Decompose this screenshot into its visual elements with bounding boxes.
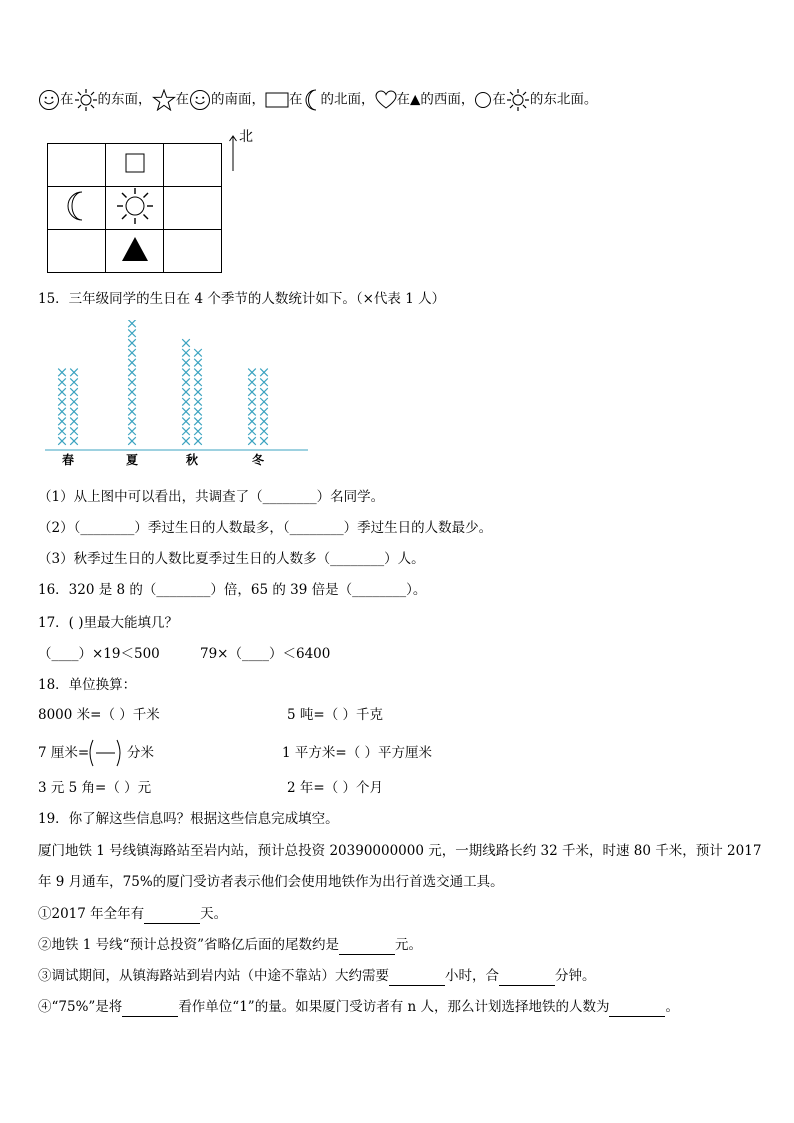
chart-mark-秋 (194, 359, 202, 367)
chart-mark-春 (58, 437, 66, 445)
chart-mark-秋 (182, 359, 190, 367)
chart-mark-冬 (260, 427, 268, 435)
sun-icon (506, 88, 530, 112)
chart-mark-夏 (128, 349, 136, 357)
chart-mark-秋 (182, 369, 190, 377)
chart-mark-秋 (194, 388, 202, 396)
chart-category-label: 夏 (126, 453, 139, 467)
pictograph-chart (40, 320, 310, 460)
chart-mark-秋 (182, 427, 190, 435)
q18-row2-b: 1 平方米=（ ）平方厘米 (282, 745, 432, 761)
sun-icon (74, 88, 98, 112)
chart-mark-夏 (128, 408, 136, 416)
q18-row3-b: 2 年=（ ）个月 (287, 780, 383, 796)
rectangle-icon (265, 92, 289, 108)
chart-mark-春 (58, 418, 66, 426)
chart-mark-春 (58, 388, 66, 396)
chart-mark-秋 (194, 349, 202, 357)
answer-blank[interactable] (122, 998, 178, 1017)
q19-sub-1: ①2017 年全年有 天。 (38, 906, 228, 922)
chart-mark-秋 (194, 418, 202, 426)
q19-sub-2: ②地铁 1 号线“预计总投资”省略亿后面的尾数约是 元。 (38, 937, 422, 953)
star-icon (152, 89, 176, 111)
chart-mark-春 (58, 369, 66, 377)
chart-mark-冬 (260, 398, 268, 406)
chart-mark-冬 (260, 378, 268, 386)
chart-mark-秋 (194, 408, 202, 416)
grid-cell (48, 187, 106, 230)
answer-blank[interactable] (609, 998, 665, 1017)
chart-mark-夏 (128, 320, 136, 327)
chart-mark-春 (70, 369, 78, 377)
chart-mark-冬 (248, 427, 256, 435)
chart-mark-夏 (128, 359, 136, 367)
chart-mark-春 (70, 398, 78, 406)
chart-mark-秋 (194, 398, 202, 406)
answer-blank[interactable] (339, 936, 395, 955)
chart-category-label: 秋 (186, 453, 199, 467)
q19-paragraph-2: 年 9 月通车，75%的厦门受访者表示他们会使用地铁作为出行首选交通工具。 (38, 874, 504, 890)
sun-icon (116, 187, 154, 225)
q19-stem: 19．你了解这些信息吗？根据这些信息完成填空。 (38, 811, 339, 827)
triangle-icon (121, 236, 149, 262)
chart-mark-冬 (248, 378, 256, 386)
chart-mark-春 (58, 427, 66, 435)
chart-category-label: 冬 (252, 453, 265, 467)
chart-mark-冬 (248, 369, 256, 377)
chart-mark-秋 (182, 437, 190, 445)
grid-cell (106, 144, 164, 187)
chart-mark-秋 (182, 418, 190, 426)
chart-mark-夏 (128, 378, 136, 386)
grid-cell (164, 230, 222, 273)
chart-mark-秋 (182, 378, 190, 386)
chart-mark-夏 (128, 418, 136, 426)
q19-sub-3: ③调试期间，从镇海路站到岩内站（中途不靠站）大约需要 小时，合 分钟。 (38, 968, 596, 984)
moon-icon (303, 88, 321, 112)
fraction-blank (86, 738, 124, 768)
chart-mark-秋 (194, 427, 202, 435)
chart-mark-秋 (194, 378, 202, 386)
chart-mark-冬 (248, 437, 256, 445)
q19-paragraph-1: 厦门地铁 1 号线镇海路站至岩内站，预计总投资 20390000000 元，一期线路长约 32 千米，时速 80 千米，预计 2017 (38, 843, 762, 859)
q15-stem: 15．三年级同学的生日在 4 个季节的人数统计如下。（×代表 1 人） (38, 291, 446, 307)
q17-part-b: 79×（____）＜6400 (200, 646, 331, 662)
chart-mark-春 (70, 388, 78, 396)
answer-blank[interactable] (389, 967, 445, 986)
chart-mark-夏 (128, 427, 136, 435)
chart-mark-秋 (182, 398, 190, 406)
grid-cell (48, 230, 106, 273)
chart-mark-春 (58, 398, 66, 406)
q18-row2-a-pre: 7 厘米= (38, 745, 90, 761)
grid-cell (106, 187, 164, 230)
chart-mark-夏 (128, 388, 136, 396)
chart-mark-冬 (248, 388, 256, 396)
chart-mark-秋 (182, 349, 190, 357)
answer-blank[interactable] (499, 967, 555, 986)
chart-mark-春 (70, 408, 78, 416)
chart-mark-春 (58, 378, 66, 386)
heart-icon (375, 90, 397, 110)
circle-icon (474, 91, 492, 109)
smiley-icon (38, 89, 60, 111)
grid-cell (106, 230, 164, 273)
chart-mark-秋 (182, 388, 190, 396)
q18-stem: 18．单位换算： (38, 677, 137, 693)
grid-cell (164, 144, 222, 187)
north-arrow-icon (228, 134, 238, 172)
square-icon (125, 153, 145, 173)
q18-row2-a-post: 分米 (127, 745, 154, 761)
chart-mark-冬 (260, 369, 268, 377)
q16-text: 16．320 是 8 的（________）倍，65 的 39 倍是（________）。 (38, 582, 427, 598)
q15-question-3: （3）秋季过生日的人数比夏季过生日的人数多（________）人。 (38, 551, 425, 567)
north-label: 北 (239, 129, 253, 145)
grid-cell (48, 144, 106, 187)
chart-mark-冬 (260, 418, 268, 426)
q17-stem: 17．( )里最大能填几？ (38, 615, 179, 631)
q17-part-a: （____）×19＜500 (38, 646, 160, 662)
q15-question-2: （2）（________）季过生日的人数最多，（________）季过生日的人数最少。 (38, 520, 493, 536)
chart-mark-冬 (248, 408, 256, 416)
q18-row1-b: 5 吨=（ ）千克 (287, 707, 383, 723)
smiley-icon (189, 89, 211, 111)
chart-mark-秋 (182, 339, 190, 347)
position-grid (47, 143, 222, 273)
chart-mark-秋 (194, 437, 202, 445)
q19-sub-4: ④“75%”是将 看作单位“1”的量。如果厦门受访者有 n 人，那么计划选择地铁的人数为 。 (38, 999, 679, 1015)
chart-category-label: 春 (62, 453, 75, 467)
chart-mark-春 (70, 437, 78, 445)
chart-mark-春 (70, 378, 78, 386)
q15-question-1: （1）从上图中可以看出，共调查了（________）名同学。 (38, 489, 385, 505)
chart-mark-秋 (182, 408, 190, 416)
answer-blank[interactable] (144, 905, 200, 924)
chart-mark-春 (70, 418, 78, 426)
chart-mark-夏 (128, 437, 136, 445)
chart-mark-夏 (128, 329, 136, 337)
direction-sentence: 在 的东面， 在 的南面， 在 的北面， 在▲的西面， 在 的东北面。 (38, 88, 597, 112)
grid-cell (164, 187, 222, 230)
chart-mark-冬 (260, 388, 268, 396)
chart-mark-夏 (128, 369, 136, 377)
chart-mark-冬 (248, 418, 256, 426)
q18-row1-a: 8000 米=（ ）千米 (38, 707, 160, 723)
chart-mark-冬 (248, 398, 256, 406)
chart-mark-春 (70, 427, 78, 435)
moon-icon (65, 190, 89, 222)
chart-mark-夏 (128, 339, 136, 347)
chart-mark-秋 (194, 369, 202, 377)
q18-row3-a: 3 元 5 角=（ ）元 (38, 780, 152, 796)
chart-mark-冬 (260, 408, 268, 416)
chart-mark-春 (58, 408, 66, 416)
chart-mark-夏 (128, 398, 136, 406)
chart-mark-冬 (260, 437, 268, 445)
